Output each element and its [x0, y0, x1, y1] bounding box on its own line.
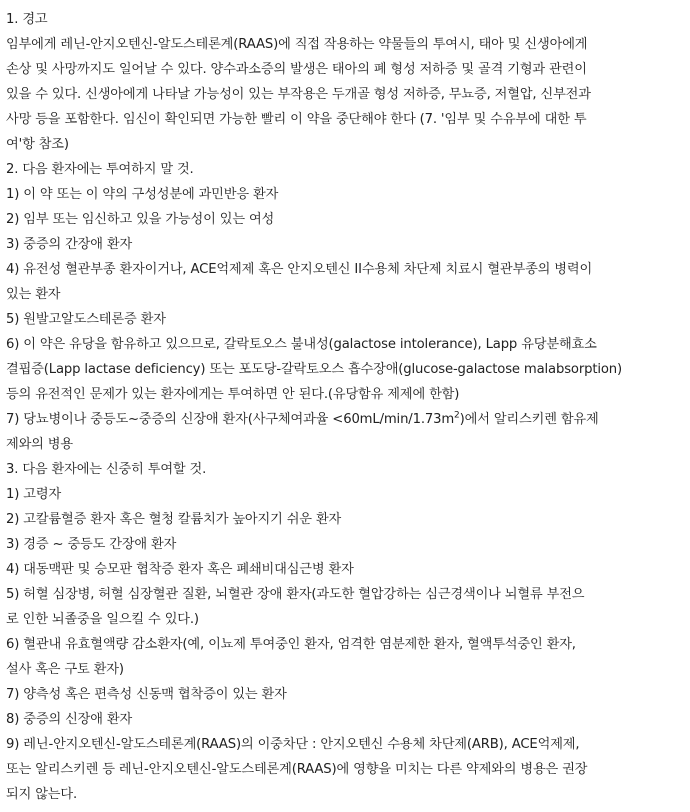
list-item: 8) 중증의 신장애 환자: [6, 712, 133, 727]
paragraph-line: 임부에게 레닌-안지오텐신-알도스테론계(RAAS)에 직접 작용하는 약물들의 투여시, 태아 및 신생아에게: [6, 37, 588, 52]
list-item-continued: 있는 환자: [6, 287, 61, 302]
list-item: 6) 혈관내 유효혈액량 감소환자(예, 이뇨제 투여중인 환자, 엄격한 염분제한 환자, 혈액투석중인 환자,: [6, 637, 576, 652]
list-item: 5) 허혈 심장병, 허혈 심장혈관 질환, 뇌혈관 장애 환자(과도한 혈압강하는 심근경색이나 뇌혈류 부전으: [6, 587, 585, 602]
list-item: 3) 경증 ~ 중등도 간장애 환자: [6, 537, 177, 552]
section-heading-warning: 1. 경고: [6, 12, 48, 27]
list-item: 6) 이 약은 유당을 함유하고 있으므로, 갈락토오스 불내성(galactose intolerance), Lapp 유당분해효소: [6, 337, 597, 352]
list-item: 4) 유전성 혈관부종 환자이거나, ACE억제제 혹은 안지오텐신 II수용체 차단제 치료시 혈관부종의 병력이: [6, 262, 593, 277]
list-item-continued: 제와의 병용: [6, 437, 73, 452]
list-item: 2) 고칼륨혈증 환자 혹은 혈청 칼륨치가 높아지기 쉬운 환자: [6, 512, 342, 527]
list-item: 1) 고령자: [6, 487, 62, 502]
list-item-continued: 결핍증(Lapp lactase deficiency) 또는 포도당-갈락토오스 흡수장애(glucose-galactose malabsorption): [6, 362, 622, 377]
list-item-continued: 되지 않는다.: [6, 787, 78, 802]
superscript: 2: [454, 410, 460, 421]
list-item: 7) 양측성 혹은 편측성 신동맥 협착증이 있는 환자: [6, 687, 287, 702]
paragraph-line: 사망 등을 포함한다. 임신이 확인되면 가능한 빨리 이 약을 중단해야 한다 (7. '임부 및 수유부에 대한 투: [6, 112, 587, 127]
list-item: 2) 임부 또는 임신하고 있을 가능성이 있는 여성: [6, 212, 275, 227]
list-item: 1) 이 약 또는 이 약의 구성성분에 과민반응 환자: [6, 187, 279, 202]
section-heading-caution: 3. 다음 환자에는 신중히 투여할 것.: [6, 462, 207, 477]
list-item-text: )에서 알리스키렌 함유제: [459, 412, 599, 427]
list-item: [6, 407, 684, 432]
paragraph-line: 손상 및 사망까지도 일어날 수 있다. 양수과소증의 발생은 태아의 폐 형성 저하증 및 골격 기형과 관련이: [6, 62, 587, 77]
paragraph-line: 있을 수 있다. 신생아에게 나타날 가능성이 있는 부작용은 두개골 형성 저하증, 무뇨증, 저혈압, 신부전과: [6, 87, 591, 102]
list-item: 3) 중증의 간장애 환자: [6, 237, 133, 252]
list-item-continued: 또는 알리스키렌 등 레닌-안지오텐신-알도스테론계(RAAS)에 영향을 미치는 다른 약제와의 병용은 권장: [6, 762, 588, 777]
list-item-continued: 로 인한 뇌졸중을 일으킬 수 있다.): [6, 612, 199, 627]
list-item-continued: 설사 혹은 구토 환자): [6, 662, 124, 677]
list-item-continued: 등의 유전적인 문제가 있는 환자에게는 투여하면 안 된다.(유당함유 제제에 한함): [6, 387, 460, 402]
paragraph-line: 여'항 참조): [6, 137, 69, 152]
list-item: 9) 레닌-안지오텐신-알도스테론계(RAAS)의 이중차단 : 안지오텐신 수용체 차단제(ARB), ACE억제제,: [6, 737, 580, 752]
list-item: 4) 대동맥판 및 승모판 협착증 환자 혹은 폐쇄비대심근병 환자: [6, 562, 354, 577]
list-item: 5) 원발고알도스테론증 환자: [6, 312, 166, 327]
section-heading-contraindications: 2. 다음 환자에는 투여하지 말 것.: [6, 162, 194, 177]
list-item-text: 7) 당뇨병이나 중등도~중증의 신장애 환자(사구체여과율 <60mL/min/1.73m: [6, 412, 455, 427]
